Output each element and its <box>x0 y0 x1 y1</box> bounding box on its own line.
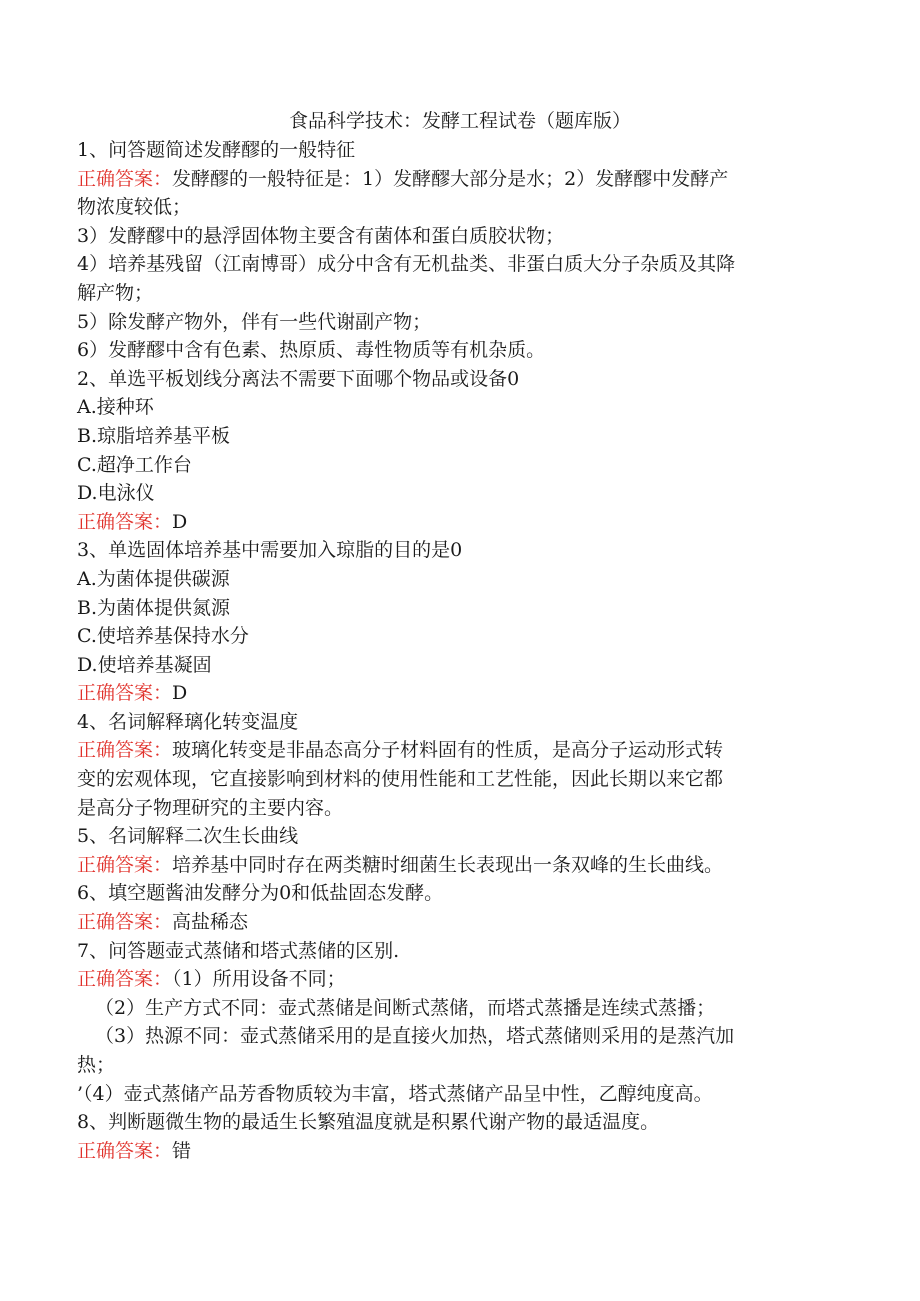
answer-1-line: 3）发酵醪中的悬浮固体物主要含有菌体和蛋白质胶状物； <box>77 224 565 247</box>
answer-text: 错 <box>172 1139 192 1162</box>
answer-6 <box>77 908 847 937</box>
answer-1-line: 5）除发酵产物外，伴有一些代谢副产物； <box>77 310 432 333</box>
answer-4-line: 变的宏观体现，它直接影响到材料的使用性能和工艺性能，因此长期以来它都 <box>77 768 724 791</box>
answer-label: 正确答案： <box>77 1139 173 1162</box>
answer-label: 正确答案： <box>77 167 173 190</box>
answer-text: D <box>172 682 188 705</box>
answer-3 <box>77 679 847 708</box>
question-1: 1、问答题简述发酵醪的一般特征 <box>77 139 356 161</box>
answer-text: 高盐稀态 <box>172 911 249 934</box>
answer-4-line: 是高分子物理研究的主要内容。 <box>77 796 344 819</box>
answer-1-line: 6）发酵醪中含有色素、热原质、毒性物质等有机杂质。 <box>77 339 546 362</box>
answer-label: 正确答案： <box>77 853 173 876</box>
answer-label: 正确答案： <box>77 911 173 934</box>
answer-text: 玻璃化转变是非晶态高分子材料固有的性质，是高分子运动形式转 <box>172 739 724 762</box>
document-body <box>77 136 847 1165</box>
answer-text: 培养基中同时存在两类糖时细菌生长表现出一条双峰的生长曲线。 <box>172 853 724 876</box>
answer-label: 正确答案： <box>77 739 173 762</box>
answer-text: D <box>172 510 188 533</box>
question-8: 8、判断题微生物的最适生长繁殖温度就是积累代谢产物的最适温度。 <box>77 1111 660 1134</box>
question-5: 5、名词解释二次生长曲线 <box>77 825 299 848</box>
answer-2 <box>77 508 847 537</box>
answer-text: 发酵醪的一般特征是：1）发酵醪大部分是水；2）发酵醪中发酵产 <box>172 167 729 190</box>
option-a: A.接种环 <box>77 396 154 419</box>
option-b: B.为菌体提供氮源 <box>77 596 231 619</box>
answer-label: 正确答案： <box>77 510 173 533</box>
document-title: 食品科学技术：发酵工程试卷（题库版） <box>288 110 631 132</box>
question-3: 3、单选固体培养基中需要加入琼脂的目的是0 <box>77 539 463 562</box>
question-2: 2、单选平板划线分离法不需要下面哪个物品或设备0 <box>77 367 520 390</box>
answer-label: 正确答案： <box>77 968 173 991</box>
option-a: A.为菌体提供碳源 <box>77 567 230 590</box>
answer-1-line: 4）培养基残留（江南博哥）成分中含有无机盐类、非蛋白质大分子杂质及其降 <box>77 253 736 276</box>
answer-1-line: 物浓度较低； <box>77 196 192 219</box>
answer-7-line: ’（4）壶式蒸储产品芳香物质较为丰富，塔式蒸储产品呈中性，乙醇纯度高。 <box>77 1082 713 1105</box>
option-c: C.使培养基保持水分 <box>77 625 249 648</box>
option-d: D.电泳仪 <box>77 482 155 505</box>
question-7: 7、问答题壶式蒸储和塔式蒸储的区别. <box>77 939 400 962</box>
answer-5 <box>77 851 847 880</box>
answer-label: 正确答案： <box>77 682 173 705</box>
option-b: B.琼脂培养基平板 <box>77 424 231 447</box>
option-c: C.超净工作台 <box>77 453 192 476</box>
option-d: D.使培养基凝固 <box>77 653 212 676</box>
answer-8 <box>77 1137 847 1166</box>
question-4: 4、名词解释璃化转变温度 <box>77 710 299 733</box>
answer-7 <box>77 965 847 994</box>
answer-1-line: 解产物； <box>77 281 154 304</box>
answer-7-line: （3）热源不同：壶式蒸储采用的是直接火加热，塔式蒸储则采用的是蒸汽加 <box>95 1025 735 1048</box>
answer-7-line: （2）生产方式不同：壶式蒸储是间断式蒸储，而塔式蒸播是连续式蒸播； <box>95 996 716 1019</box>
answer-7-line: 热； <box>77 1054 116 1076</box>
question-6: 6、填空题酱油发酵分为0和低盐固态发酵。 <box>77 882 444 905</box>
answer-4 <box>77 736 847 765</box>
answer-1 <box>77 165 847 194</box>
answer-text: （1）所用设备不同； <box>172 968 346 991</box>
